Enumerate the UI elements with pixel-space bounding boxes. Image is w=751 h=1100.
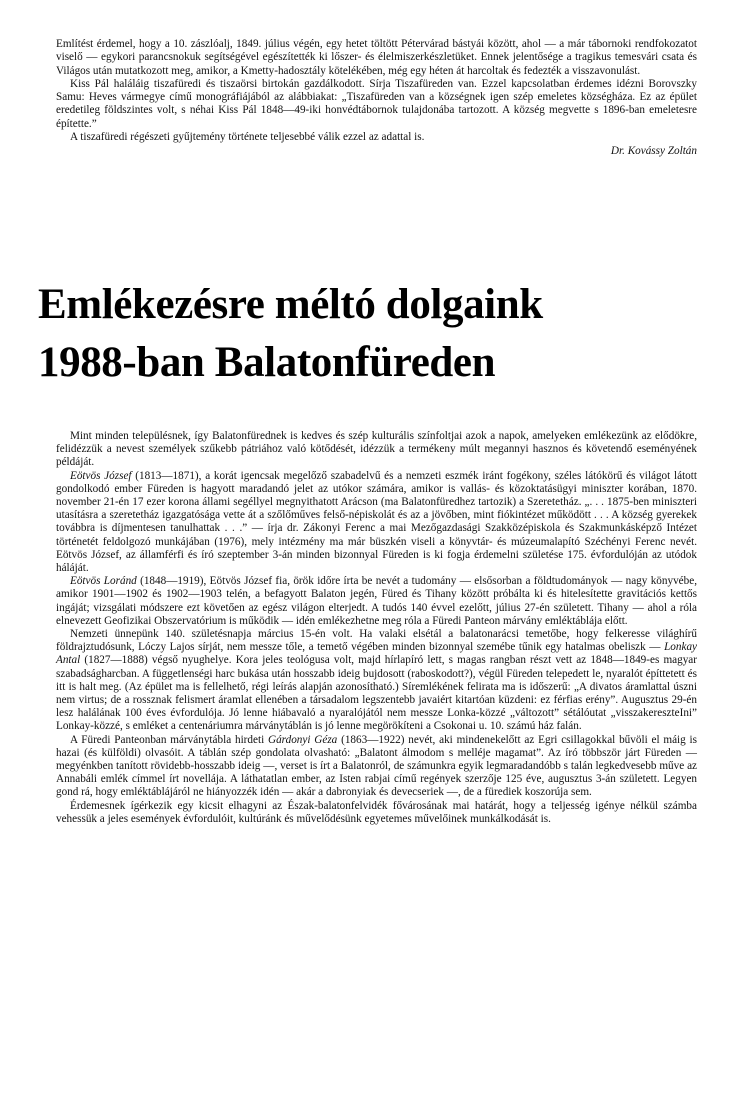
person-name: Eötvös Loránd (70, 575, 137, 588)
paragraph-text: Mint minden településnek, így Balatonfürednek is kedves és szép kulturális színfoltjai azok a napok, amelyeken emlékezünk az elődökre, felidézzük a nevest személyek szűkebb pátriához való kötődését, idézzük a termékeny múlt megannyi hasznos és követendő eseményének példáját. (56, 430, 697, 469)
article-paragraph (56, 430, 697, 470)
article-body (56, 430, 697, 826)
previous-article-ending (56, 38, 697, 159)
previous-article-paragraph: Említést érdemel, hogy a 10. zászlóalj, 1849. július végén, egy hetet töltött Pétervárad bástyái között, ahol — a már tábornoki rendfokozatot viselő — egykori parancsnokuk segítségével egészítették ki lőszer- és élelmiszerkészletüket. Ennek jelentősége a tragikus temesvári csata és Világos után mutatkozott meg, amikor, a Kmetty-hadosztály kötelékében, még egy héten át harcoltak és fedezték a visszavonulást. (56, 38, 697, 77)
paragraph-text: (1848—1919), Eötvös József fia, örök időre írta be nevét a tudomány — elsősorban a földtudományok — nagy könyvébe, amikor 1901—1902 és 1902—1903 telén, a befagyott Balaton jegén, Füred és Tihany között próbálta ki és hitelesítette gravitációs kettős ingáját; vizsgálati módszere ezt követően az egész világon elterjedt. A tudós 140 évvel ezelőtt, július 27-én született. Tihany — ahol a róla elnevezett Geofizikai Obszervatórium is működik — idén emlékezhetne meg róla a Füredi Panteon márvány emléktáblája előtt. (56, 575, 697, 627)
article-paragraph (56, 628, 697, 734)
article-paragraph (56, 470, 697, 576)
paragraph-text: Érdemesnek ígérkezik egy kicsit elhagyni az Észak-balatonfelvidék fővárosának mai határát, hogy a teljesség igénye nélkül számba vehessük a jeles események évfordulóit, kultúránk és művelődésünk egyetemes művelőinek munkálkodását is. (56, 799, 697, 825)
previous-article-paragraph: Kiss Pál haláláig tiszafüredi és tiszaörsi birtokán gazdálkodott. Sírja Tiszafüreden van. Ezzel kapcsolatban érdemes idézni Borovszky Samu: Heves vármegye című monográfiájából az alábbiakat: „Tiszafüreden van a községnek igen szép emeletes községháza. Ez az épület eredetileg földszintes volt, s néhai Kiss Pál 1848—49-iki honvédtábornok tulajdonába tartozott. A község megvette s 1896-ban emeletesre építette.” (56, 77, 697, 130)
paragraph-text: Nemzeti ünnepünk 140. születésnapja március 15-én volt. Ha valaki elsétál a balatonarácsi temetőbe, hogy felkeresse világhírű földrajztudósunk, Lóczy Lajos sírját, nem messze tőle, a temető végében minden bizonnyal szemébe tűnik egy hatalmas obeliszk — (56, 628, 697, 654)
author-signature: Dr. Kovássy Zoltán (610, 145, 697, 158)
person-name: Gárdonyi Géza (268, 733, 338, 746)
paragraph-text: (1827—1888) végső nyughelye. Kora jeles teológusa volt, majd hírlapíró lett, s magas rangban részt vett az 1848—1849-es magyar szabadságharcban. A függetlenségi harc bukása után hosszabb ideig bujdosott (raboskodott?), végül Füreden telepedett le, nyaralót építtetett és itt is halt meg. (Az épület ma is fellelhető, régi leírás alapján azonosítható.) Síremlékének felirata ma is időszerű: „A divatos áramlattal úszni nem virtus; de a rossznak felismert áramlat ellenében a társadalom legszentebb javaiért kitartóan küzdeni: ez férfias erény”. Augusztus 29-én lesz halálának 100 éves évfordulója. Jó lenne hiábavaló a nyaralójától nem messze Lonka-közzé „változott” sétálóutat „visszakereszteIni” Lonkay-közzé, s emléket a centenáriumra márványtáblán is jó lenne megörökíteni a Csokonai u. 10. számú ház falán. (56, 654, 697, 733)
person-name: Eötvös József (70, 469, 132, 482)
article-paragraph (56, 800, 697, 826)
article-paragraph (56, 734, 697, 800)
previous-article-paragraph: A tiszafüredi régészeti gyűjtemény története teljesebbé válik ezzel az adattal is. (70, 131, 425, 144)
article-headline (38, 276, 718, 392)
person-name: Lonkay Antal (56, 641, 697, 667)
paragraph-text: A Füredi Panteonban márványtábla hirdeti (70, 733, 268, 746)
headline-line-1: Emlékezésre méltó dolgaink (38, 281, 543, 328)
paragraph-text: (1813—1871), a korát igencsak megelőző szabadelvű és a nemzeti eszmék iránt fogékony, széles látókörű és világot látott gondolkodó ember Füreden is hagyott maradandó jelet az utókor számára, amikor is vallás- és közoktatásügyi miniszter korában, 1870. november 21-én 17 ezer korona állami segéllyel megnyithatott Arácson (ma Balatonfüredhez tartozik) a Szeretetház. „. . . 1875-ben miniszteri utasításra a szeretetház igazgatósága vette át a szőlőműves felső-népiskolát és az a jövőben, mint fiókintézet működött . . . A község gyerekek továbbra is díjmentesen tanulhattak . . .” — írja dr. Zákonyi Ferenc a mai Mezőgazdasági Szakközépiskola és Szakmunkásképző Intézet történetét feldolgozó munkájában (1976), mely intézmény ma már büszkén viseli a könyvtár- és múzeumalapító Széchényi Ferenc nevét. Eötvös József, az államférfi és író szeptember 3-án minden bizonnyal Füreden is ki fogja érdemelni születése 175. évfordulóján az utódok háláját. (56, 469, 697, 575)
article-paragraph (56, 575, 697, 628)
headline-line-2: 1988-ban Balatonfüreden (38, 339, 496, 386)
paragraph-text: (1863—1922) nevét, aki mindenekelőtt az Egri csillagokkal bűvöli el máig is hazai (és külföldi) olvasóit. A táblán szép gondolata olvasható: „Balatont álmodom s melléje magamat”. Az író többször járt Füreden — megyénkben tanított rövidebb-hosszabb ideig —, verset is írt a Balatonról, de számunkra egyik legmaradandóbb s talán legkedvesebb műve az Annabáli emlék címmel írt novellája. A láthatatlan ember, az Isten rabjai című regények szerzője 125 éve, augusztus 3-án született. Legyen gond rá, hogy emléktáblájáról ne hiányozzék idén — akár a dabronyiak és devecseriek —, de a fürediek koszorúja sem. (56, 733, 698, 799)
